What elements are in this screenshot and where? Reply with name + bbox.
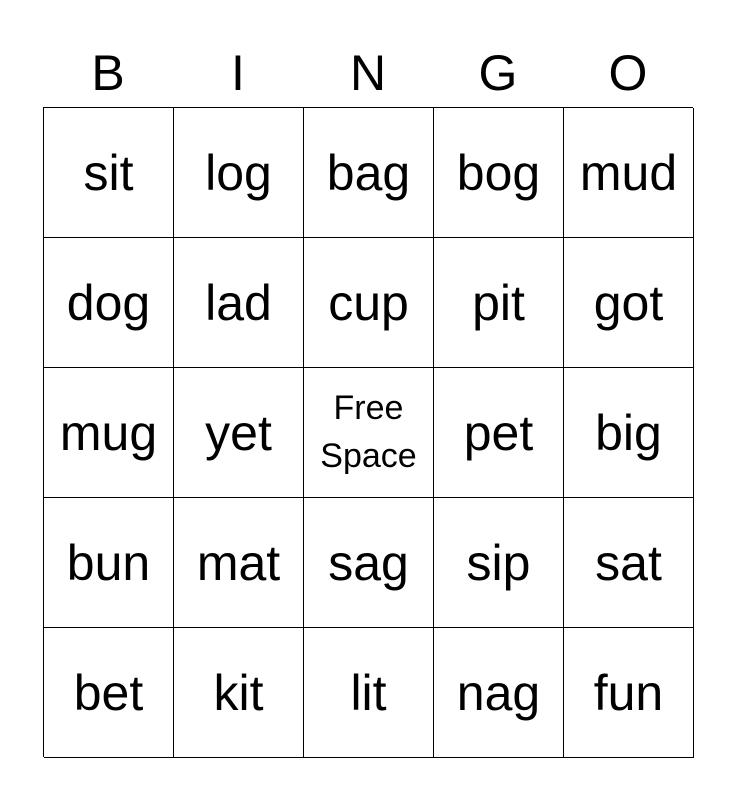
bingo-cell: log — [174, 108, 304, 238]
bingo-cell: nag — [434, 628, 564, 758]
header-letter-g: G — [478, 45, 518, 101]
bingo-cell: fun — [564, 628, 694, 758]
bingo-cell: lad — [174, 238, 304, 368]
bingo-cell: big — [564, 368, 694, 498]
header-letter-n: N — [349, 45, 387, 101]
bingo-cell: kit — [174, 628, 304, 758]
header-letter-b: B — [91, 45, 125, 101]
bingo-cell: yet — [174, 368, 304, 498]
bingo-board — [43, 107, 693, 757]
free-space-cell: Free Space — [304, 368, 434, 498]
bingo-cell: sag — [304, 498, 434, 628]
bingo-cell: pet — [434, 368, 564, 498]
bingo-cell: dog — [44, 238, 174, 368]
bingo-cell: sip — [434, 498, 564, 628]
header-letter-o: O — [608, 45, 648, 101]
bingo-cell: pit — [434, 238, 564, 368]
bingo-cell: bog — [434, 108, 564, 238]
bingo-cell: bag — [304, 108, 434, 238]
bingo-cell: mat — [174, 498, 304, 628]
bingo-cell: lit — [304, 628, 434, 758]
bingo-cell: sit — [44, 108, 174, 238]
bingo-cell: bun — [44, 498, 174, 628]
header-letter-i: I — [231, 45, 245, 101]
bingo-cell: sat — [564, 498, 694, 628]
bingo-cell: bet — [44, 628, 174, 758]
bingo-header — [43, 40, 693, 106]
bingo-cell: mug — [44, 368, 174, 498]
bingo-cell: cup — [304, 238, 434, 368]
bingo-cell: mud — [564, 108, 694, 238]
bingo-cell: got — [564, 238, 694, 368]
